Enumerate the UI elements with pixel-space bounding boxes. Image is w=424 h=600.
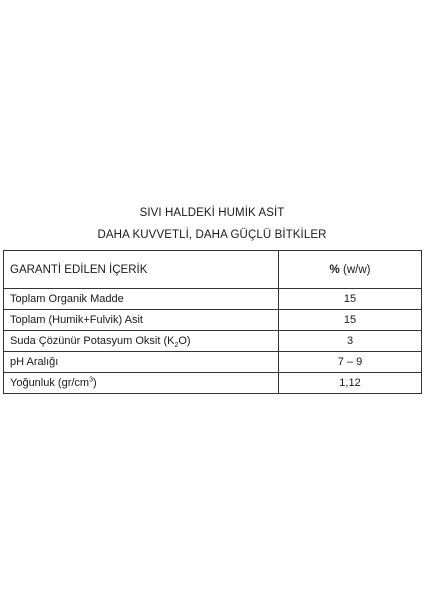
row-label-prefix: Yoğunluk (gr/cm	[10, 377, 90, 389]
row-label-superscript: 3	[89, 376, 93, 384]
row-value: 3	[279, 331, 422, 352]
row-label	[4, 331, 279, 352]
header-percent-unit: (w/w)	[342, 263, 371, 276]
row-label: Toplam (Humik+Fulvik) Asit	[4, 310, 279, 331]
row-label: pH Aralığı	[4, 352, 279, 373]
row-label-suffix: )	[93, 377, 97, 389]
header-content: GARANTİ EDİLEN İÇERİK	[4, 251, 279, 289]
row-label-subscript: 2	[174, 342, 179, 350]
row-value: 1,12	[279, 373, 422, 394]
table-row	[4, 331, 422, 352]
row-label	[4, 373, 279, 394]
composition-table	[3, 250, 422, 394]
document-title-line-2: DAHA KUVVETLİ, DAHA GÜÇLÜ BİTKİLER	[97, 229, 327, 241]
row-label: Toplam Organik Madde	[4, 289, 279, 310]
row-label-prefix: Suda Çözünür Potasyum Oksit (K	[10, 335, 175, 347]
table-row	[4, 373, 422, 394]
header-percent	[279, 251, 422, 289]
row-label-suffix: O)	[178, 335, 191, 347]
table-row	[4, 352, 422, 373]
row-value: 15	[279, 310, 422, 331]
header-percent-symbol: %	[329, 263, 340, 276]
table-row	[4, 289, 422, 310]
row-value: 7 – 9	[279, 352, 422, 373]
table-row	[4, 310, 422, 331]
table-header-row	[4, 251, 422, 289]
row-value: 15	[279, 289, 422, 310]
document-title-line-1: SIVI HALDEKİ HUMİK ASİT	[139, 207, 285, 219]
